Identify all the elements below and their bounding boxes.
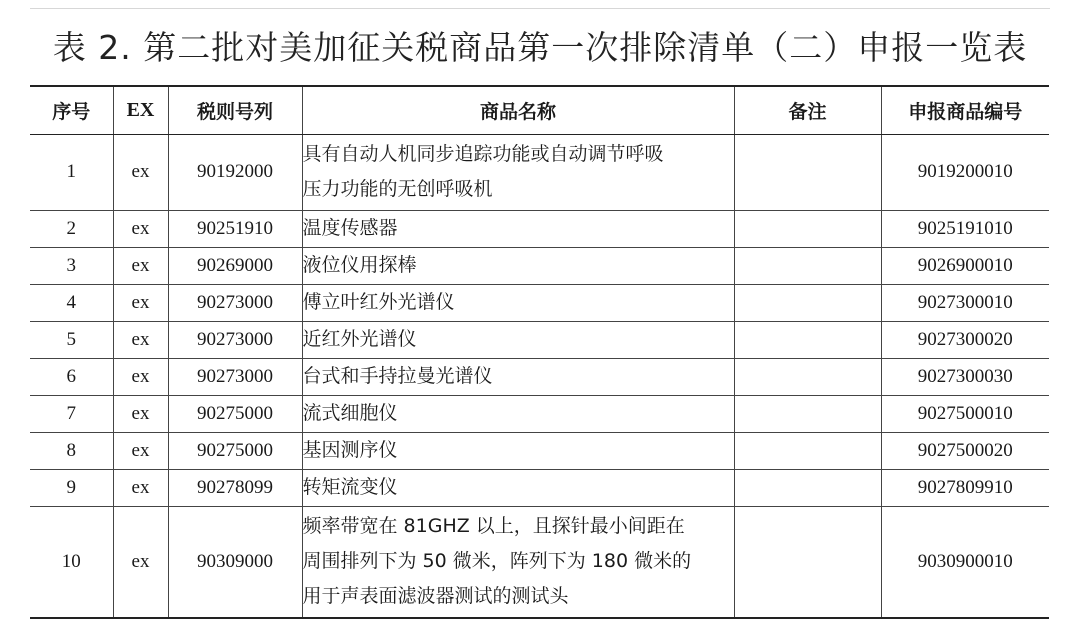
declaration-code-cell: 9027300030 [881,358,1049,395]
declaration-code-cell: 9025191010 [881,210,1049,247]
product-name-cell [302,506,734,618]
tariff-code-cell: 90275000 [168,395,302,432]
ex-cell: ex [113,134,168,210]
declaration-code-cell: 9030900010 [881,506,1049,618]
seq-cell: 9 [30,469,113,506]
table-row [30,469,1049,506]
seq-cell: 4 [30,284,113,321]
table-row [30,506,1049,618]
remarks-cell [734,432,881,469]
product-name-line: 用于声表面滤波器测试的测试头 [302,585,569,608]
ex-cell: ex [113,358,168,395]
tariff-code-cell: 90273000 [168,358,302,395]
remarks-cell [734,358,881,395]
seq-cell: 2 [30,210,113,247]
seq-cell: 5 [30,321,113,358]
seq-cell: 1 [30,134,113,210]
product-name-cell: 流式细胞仪 [302,395,734,432]
remarks-cell [734,134,881,210]
ex-cell: ex [113,506,168,618]
table-row [30,284,1049,321]
product-name-line: 压力功能的无创呼吸机 [302,178,493,200]
product-name-cell: 转矩流变仪 [302,469,734,506]
ex-cell: ex [113,247,168,284]
tariff-code-cell: 90192000 [168,134,302,210]
seq-cell: 3 [30,247,113,284]
product-name-cell: 台式和手持拉曼光谱仪 [302,358,734,395]
table-row [30,321,1049,358]
exclusion-list-table [30,85,1049,619]
ex-cell: ex [113,210,168,247]
header-seq: 序号 [30,86,113,134]
table-row [30,210,1049,247]
remarks-cell [734,284,881,321]
ex-cell: ex [113,284,168,321]
declaration-code-cell: 9019200010 [881,134,1049,210]
remarks-cell [734,395,881,432]
product-name-cell: 基因测序仪 [302,432,734,469]
header-tariff-code: 税则号列 [168,86,302,134]
declaration-code-cell: 9026900010 [881,247,1049,284]
product-name-cell: 温度传感器 [302,210,734,247]
ex-cell: ex [113,469,168,506]
product-name-cell: 近红外光谱仪 [302,321,734,358]
declaration-code-cell: 9027809910 [881,469,1049,506]
remarks-cell [734,210,881,247]
remarks-cell [734,506,881,618]
seq-cell: 10 [30,506,113,618]
declaration-code-cell: 9027300020 [881,321,1049,358]
product-name-line: 周围排列下为 50 微米，阵列下为 180 微米的 [302,550,692,573]
declaration-code-cell: 9027300010 [881,284,1049,321]
product-name-line: 频率带宽在 81GHZ 以上，且探针最小间距在 [302,515,685,538]
remarks-cell [734,469,881,506]
seq-cell: 8 [30,432,113,469]
tariff-code-cell: 90251910 [168,210,302,247]
product-name-line: 具有自动人机同步追踪功能或自动调节呼吸 [302,143,664,165]
table-row [30,134,1049,210]
table-row [30,358,1049,395]
tariff-code-cell: 90278099 [168,469,302,506]
remarks-cell [734,247,881,284]
tariff-code-cell: 90309000 [168,506,302,618]
top-rule [30,8,1050,9]
seq-cell: 6 [30,358,113,395]
declaration-code-cell: 9027500020 [881,432,1049,469]
header-ex: EX [113,86,168,134]
product-name-cell [302,134,734,210]
tariff-code-cell: 90275000 [168,432,302,469]
table-row [30,395,1049,432]
tariff-code-cell: 90269000 [168,247,302,284]
product-name-cell: 液位仪用探棒 [302,247,734,284]
ex-cell: ex [113,395,168,432]
remarks-cell [734,321,881,358]
header-declaration-code: 申报商品编号 [881,86,1049,134]
ex-cell: ex [113,432,168,469]
tariff-code-cell: 90273000 [168,321,302,358]
ex-cell: ex [113,321,168,358]
table-row [30,432,1049,469]
header-remarks: 备注 [734,86,881,134]
seq-cell: 7 [30,395,113,432]
product-name-cell: 傅立叶红外光谱仪 [302,284,734,321]
header-product-name: 商品名称 [302,86,734,134]
tariff-code-cell: 90273000 [168,284,302,321]
table-row [30,247,1049,284]
page-title: 表 2. 第二批对美加征关税商品第一次排除清单（二）申报一览表 [52,28,1028,67]
header-row [30,86,1049,134]
declaration-code-cell: 9027500010 [881,395,1049,432]
